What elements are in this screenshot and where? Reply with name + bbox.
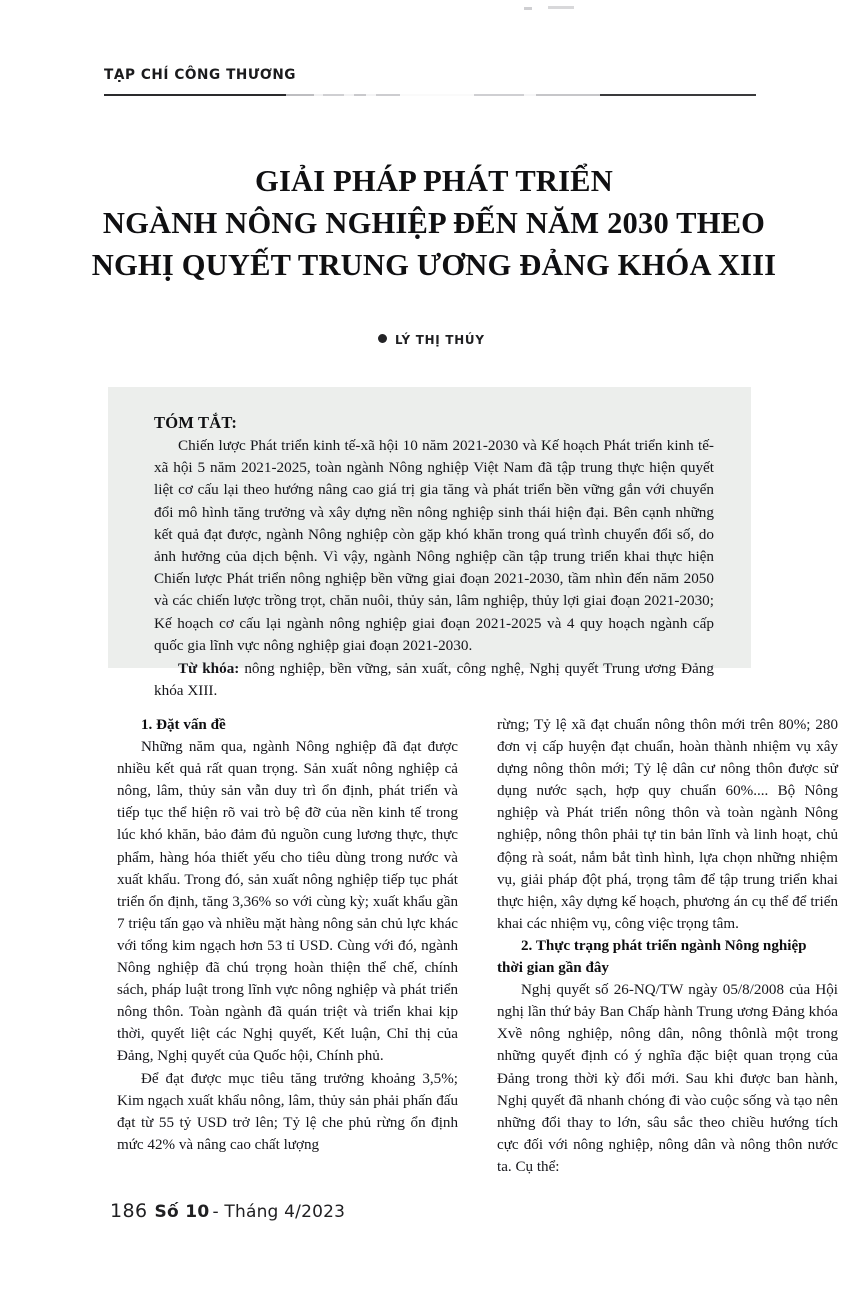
title-line-1: GIẢI PHÁP PHÁT TRIỂN [255,164,613,198]
masthead [104,68,756,102]
section-heading-2-line2: thời gian gần đây [497,960,609,977]
body-column-right [497,714,838,1178]
left-paragraph-2: Để đạt được mục tiêu tăng trưởng khoảng 3,5%; Kim ngạch xuất khẩu nông, lâm, thủy sản phải phấn đấu đạt từ 55 tỷ USD trở lên; Tỷ lệ che phủ rừng ổn định mức 42% và nâng cao chất lượng [117,1070,458,1153]
right-paragraph-2: Nghị quyết số 26-NQ/TW ngày 05/8/2008 của Hội nghị lần thứ bảy Ban Chấp hành Trung ương Đảng khóa Xvề nông nghiệp, nông dân, nông thônlà một trong những quyết định có ý nghĩa đặc biệt quan trọng của Đảng trong thời kỳ đổi mới. Sau khi được ban hành, Nghị quyết đã nhanh chóng đi vào cuộc sống và tạo nên những đổi thay to lớn, sâu sắc theo chiều hướng tích cực đối với nông nghiệp, nông dân và nông thôn nước ta. Cụ thể: [497,982,838,1175]
scan-artifact-2 [524,7,532,10]
scan-artifact [548,6,574,9]
page-footer [110,1200,345,1222]
masthead-rule [104,94,756,96]
masthead-title: TẠP CHÍ CÔNG THƯƠNG [104,67,297,83]
section-heading-1: 1. Đặt vấn đề [141,717,226,733]
footer-date: - Tháng 4/2023 [212,1202,346,1222]
bullet-icon [378,334,387,343]
left-paragraph-1: Những năm qua, ngành Nông nghiệp đã đạt được nhiều kết quả rất quan trọng. Sản xuất nông nghiệp cả nông, lâm, thủy sản vẫn duy trì ổn định, phát triển và tiếp tục thể hiện rõ vai trò bệ đỡ của nền kinh tế trong lúc khó khăn, bảo đảm đủ nguồn cung lương thực, thực phẩm, hàng hóa thiết yếu cho tiêu dùng trong nước và xuất khẩu. Trong đó, sản xuất nông nghiệp tiếp tục phát triển ổn định, tăng 3,36% so với cùng kỳ; xuất khẩu gần 7 triệu tấn gạo và nhiều mặt hàng nông sản chủ lực khác với tổng kim ngạch hơn 53 tỉ USD. Cùng với đó, ngành Nông nghiệp đã chú trọng hoàn thiện thể chế, chính sách, pháp luật trong lĩnh vực nông nghiệp và phát triển nông thôn. Toàn ngành đã quán triệt và triển khai kịp thời, quyết liệt các Nghị quyết, Kết luận, Chỉ thị của Đảng, Nghị quyết của Quốc hội, Chính phủ. [117,739,458,1065]
right-paragraph-continuation: rừng; Tỷ lệ xã đạt chuẩn nông thôn mới trên 80%; 280 đơn vị cấp huyện đạt chuẩn, hoàn thành nhiệm vụ xây dựng nông thôn mới; Tỷ lệ dân cư nông thôn được sử dụng nước sạch, hợp quy chuẩn 60%.... Bộ Nông nghiệp và Phát triển nông thôn và toàn ngành Nông nghiệp, nông thôn phải tự tin bản lĩnh và linh hoạt, chủ động rà soát, nắm bắt tình hình, lựa chọn những nhiệm vụ, giải pháp đột phá, trọng tâm để tập trung triển khai thực hiện, xây dựng kế hoạch, phương án cụ thể để triển khai các nhiệm vụ, công việc trọng tâm. [497,717,838,932]
article-title [64,160,804,286]
keywords-value: nông nghiệp, bền vững, sản xuất, công nghệ, Nghị quyết Trung ương Đảng khóa XIII. [154,660,714,700]
title-line-2: NGÀNH NÔNG NGHIỆP ĐẾN NĂM 2030 THEO [102,206,766,240]
title-line-3: NGHỊ QUYẾT TRUNG ƯƠNG ĐẢNG KHÓA XIII [91,248,777,282]
author-byline [64,330,804,348]
abstract-box [108,387,751,700]
author-name: LÝ THỊ THÚY [395,331,485,347]
abstract-body: Chiến lược Phát triển kinh tế-xã hội 10 năm 2021-2030 và Kế hoạch Phát triển kinh tế-xã hội 5 năm 2021-2025, toàn ngành Nông nghiệp Việt Nam đã tập trung thực hiện quyết liệt cơ cấu lại theo hướng nâng cao giá trị gia tăng và phát triển bền vững gắn với chuyển đổi mô hình tăng trưởng và xây dựng nền nông nghiệp sinh thái hiện đại. Bên cạnh những kết quả đạt được, ngành Nông nghiệp còn gặp khó khăn trong quá trình chuyển đổi số, do ảnh hưởng của dịch bệnh. Vì vậy, ngành Nông nghiệp cần tập trung triển khai thực hiện Chiến lược Phát triển nông nghiệp bền vững giai đoạn 2021-2030, tầm nhìn đến năm 2050 và các chiến lược trồng trọt, chăn nuôi, thủy sản, lâm nghiệp, thủy lợi giai đoạn 2021-2030; Kế hoạch cơ cấu lại ngành nông nghiệp giai đoạn 2021-2025 và 4 quy hoạch ngành cấp quốc gia lĩnh vực nông nghiệp giai đoạn 2021-2030. [154,437,714,654]
body-column-left [117,714,458,1156]
footer-page-number: 186 [110,1200,148,1222]
keywords-label: Từ khóa: [178,660,240,678]
section-heading-2-line1: 2. Thực trạng phát triển ngành Nông nghiệp [521,937,807,954]
abstract-keywords [154,658,714,702]
abstract-heading: TÓM TẮT: [154,413,238,432]
footer-issue: Số 10 [154,1202,210,1222]
abstract-content [154,413,714,702]
